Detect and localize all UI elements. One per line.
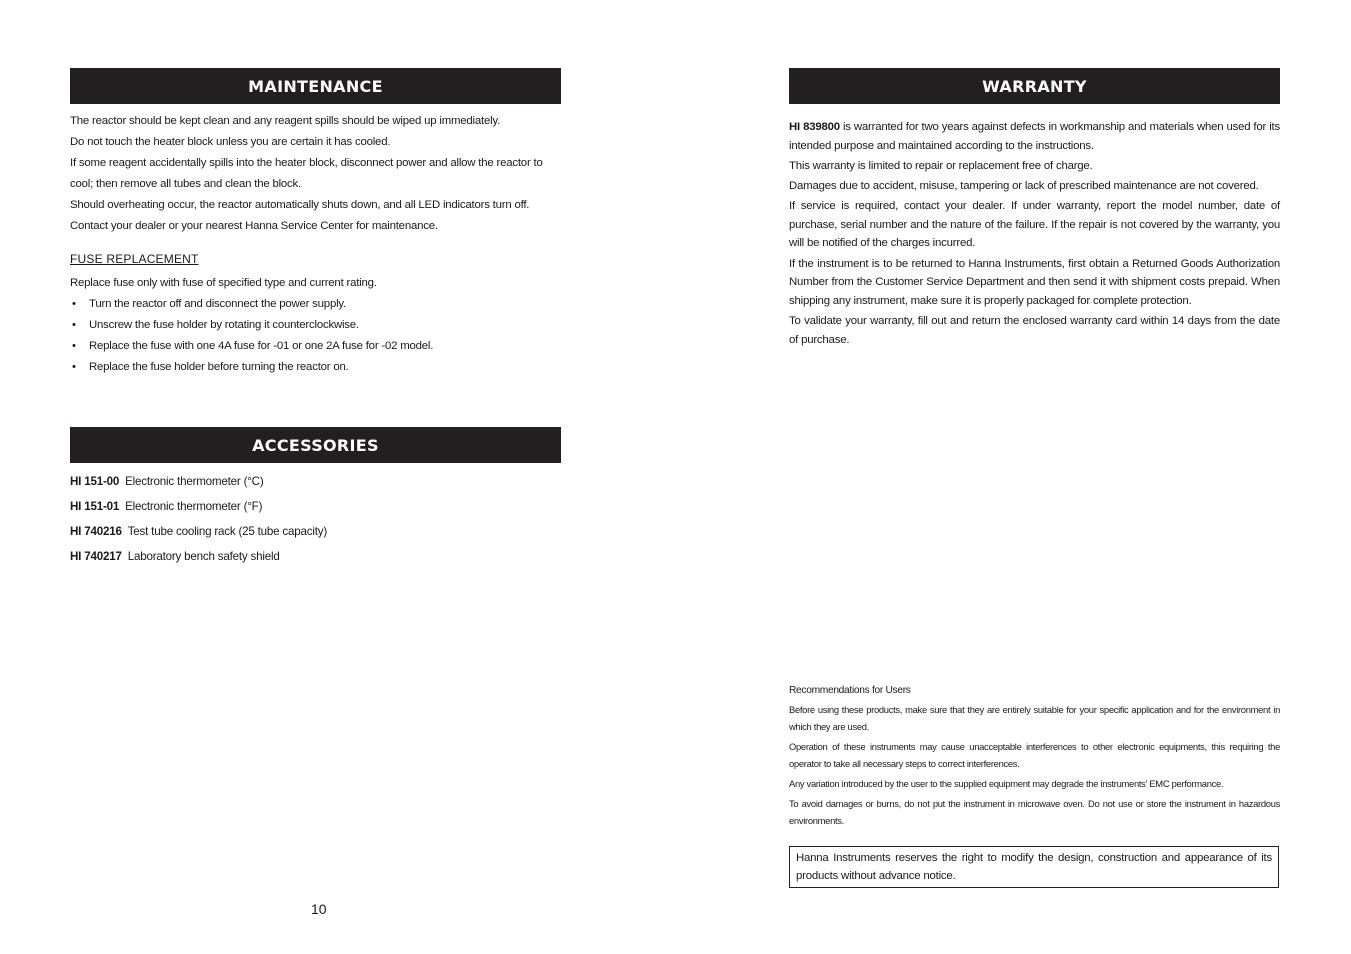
accessory-item xyxy=(70,550,280,563)
maintenance-paragraph: Should overheating occur, the reactor automatically shuts down, and all LED indicators turn off. Contact your dealer or your nearest Hanna Service Center for maintenance. xyxy=(70,199,530,232)
bullet-icon: • xyxy=(72,298,76,310)
bullet-icon: • xyxy=(72,361,76,373)
maintenance-body xyxy=(70,111,561,237)
accessory-item xyxy=(70,500,262,513)
maintenance-heading: MAINTENANCE xyxy=(70,68,561,104)
warranty-paragraph: To validate your warranty, fill out and return the enclosed warranty card within 14 days from the date of purchase. xyxy=(789,314,1280,346)
fuse-replacement-heading: FUSE REPLACEMENT xyxy=(70,252,199,266)
accessory-description: Electronic thermometer (°C) xyxy=(125,475,264,488)
accessory-code: HI 740216 xyxy=(70,525,122,538)
accessory-code: HI 151-00 xyxy=(70,475,120,488)
accessory-code: HI 151-01 xyxy=(70,500,120,513)
accessory-item xyxy=(70,475,264,488)
recommendations-title: Recommendations for Users xyxy=(789,685,911,696)
fuse-steps-list xyxy=(70,294,561,378)
warranty-body xyxy=(789,118,1280,351)
recommendation-paragraph: To avoid damages or burns, do not put the instrument in microwave oven. Do not use or store the instrument in hazardous environments. xyxy=(789,798,1280,826)
accessory-description: Test tube cooling rack (25 tube capacity) xyxy=(127,525,328,538)
list-item: • Unscrew the fuse holder by rotating it counterclockwise. xyxy=(70,315,561,336)
recommendation-paragraph: Operation of these instruments may cause unacceptable interferences to other electronic equipments, this requiring the operator to take all necessary steps to correct interferences. xyxy=(789,741,1280,769)
warranty-paragraph: This warranty is limited to repair or replacement free of charge. xyxy=(789,159,1093,172)
bullet-icon: • xyxy=(72,319,76,331)
list-item: • Replace the fuse holder before turning the reactor on. xyxy=(70,357,561,378)
model-code: HI 839800 xyxy=(789,121,840,133)
fuse-replacement-body xyxy=(70,273,561,378)
recommendation-paragraph: Any variation introduced by the user to the supplied equipment may degrade the instruments' EMC performance. xyxy=(789,778,1224,789)
recommendation-paragraph: Before using these products, make sure that they are entirely suitable for your specific application and for the environment in which they are used. xyxy=(789,704,1280,732)
list-item: • Turn the reactor off and disconnect the power supply. xyxy=(70,294,561,315)
warranty-paragraph: If service is required, contact your dealer. If under warranty, report the model number, date of purchase, serial number and the nature of the failure. If the repair is not covered by the warranty, you will be notified of the charges incurred. xyxy=(789,200,1280,250)
maintenance-paragraph: If some reagent accidentally spills into the heater block, disconnect power and allow the reactor to cool; then remove all tubes and clean the block. xyxy=(70,157,543,190)
warranty-paragraph: If the instrument is to be returned to Hanna Instruments, first obtain a Returned Goods Authorization Number from the Customer Service Department and then send it with shipment costs prepaid. When shipping any instrument, make sure it is properly packaged for complete protection. xyxy=(789,257,1280,307)
maintenance-paragraph: The reactor should be kept clean and any reagent spills should be wiped up immediately. xyxy=(70,115,501,127)
accessory-item xyxy=(70,525,327,538)
warranty-paragraph: Damages due to accident, misuse, tampering or lack of prescribed maintenance are not covered. xyxy=(789,179,1259,192)
list-item: • Replace the fuse with one 4A fuse for -01 or one 2A fuse for -02 model. xyxy=(70,336,561,357)
accessories-heading: ACCESSORIES xyxy=(70,427,561,463)
page-number: 10 xyxy=(311,901,327,917)
accessory-code: HI 740217 xyxy=(70,550,122,563)
warranty-paragraph: HI 839800 is warranted for two years against defects in workmanship and materials when used for its intended purpose and maintained according to the instructions. xyxy=(789,121,1280,152)
fuse-intro: Replace fuse only with fuse of specified type and current rating. xyxy=(70,277,377,289)
accessory-description: Electronic thermometer (°F) xyxy=(125,500,263,513)
accessory-description: Laboratory bench safety shield xyxy=(127,550,280,563)
bullet-icon: • xyxy=(72,340,76,352)
recommendations-section xyxy=(789,682,1280,832)
warranty-heading: WARRANTY xyxy=(789,68,1280,104)
maintenance-paragraph: Do not touch the heater block unless you are certain it has cooled. xyxy=(70,136,391,148)
modification-notice-box: Hanna Instruments reserves the right to modify the design, construction and appearance of its products without advance notice. xyxy=(789,846,1279,888)
